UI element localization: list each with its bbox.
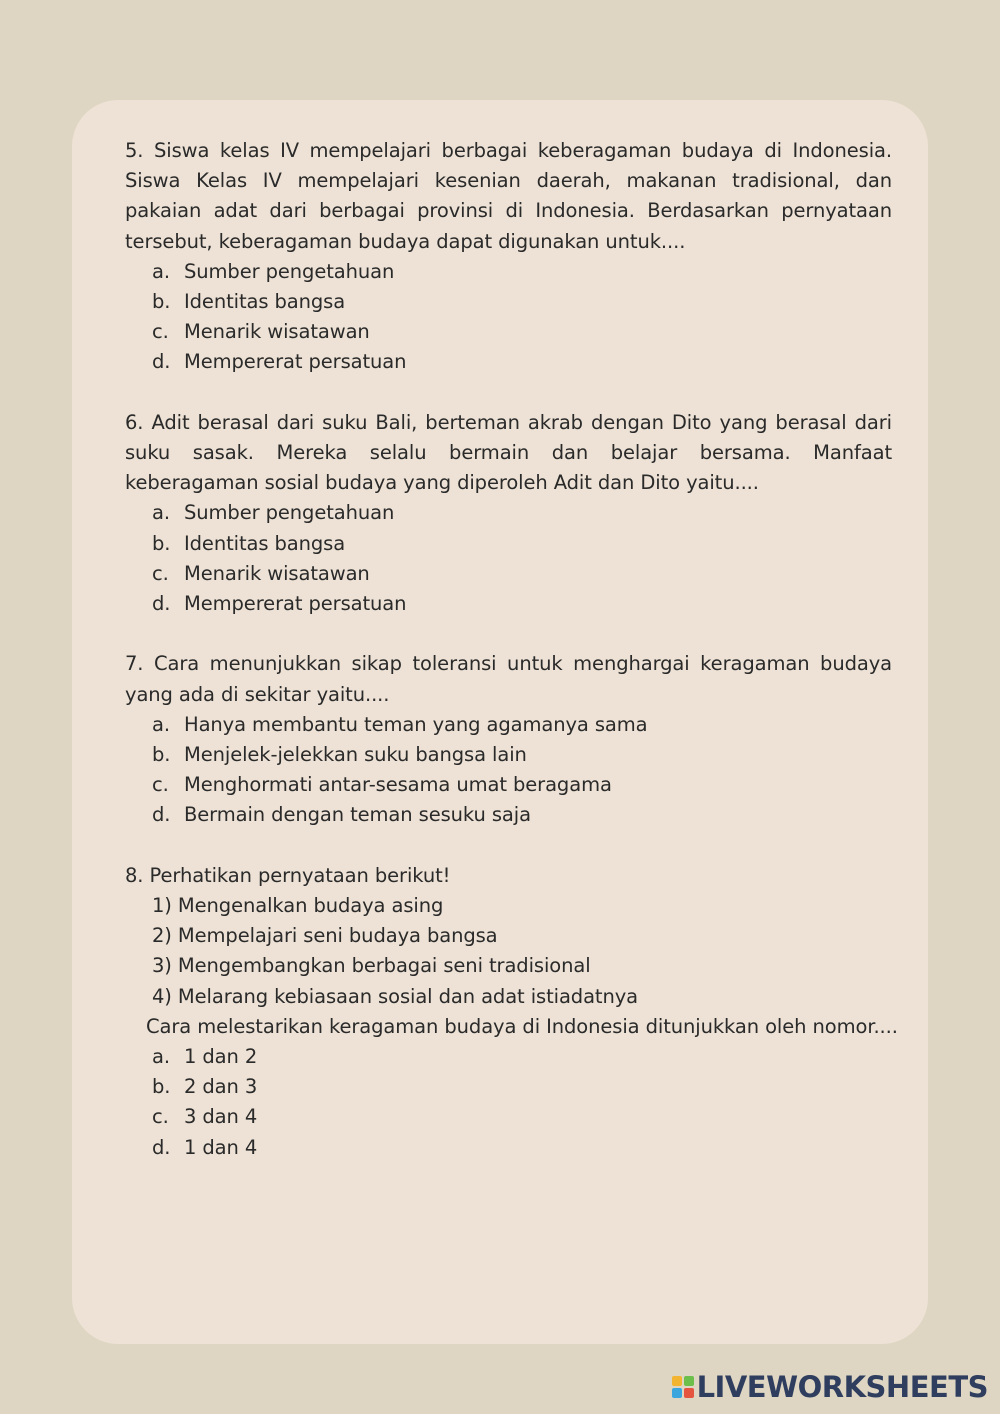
question-8 bbox=[125, 861, 898, 1163]
option-b[interactable] bbox=[152, 740, 892, 770]
option-text: Mempererat persatuan bbox=[184, 350, 407, 374]
option-a[interactable] bbox=[152, 257, 892, 287]
option-text: 2 dan 3 bbox=[184, 1075, 258, 1099]
statements-list bbox=[125, 891, 892, 1012]
option-text: Identitas bangsa bbox=[184, 531, 346, 555]
option-letter: b. bbox=[152, 531, 171, 555]
option-letter: c. bbox=[152, 1105, 169, 1129]
question-5 bbox=[125, 136, 892, 378]
option-text: Menjelek-jelekkan suku bangsa lain bbox=[184, 743, 527, 767]
worksheet-content bbox=[125, 136, 898, 1163]
option-b[interactable] bbox=[152, 1072, 892, 1102]
option-text: Menghormati antar-sesama umat beragama bbox=[184, 773, 612, 797]
spacer bbox=[125, 619, 892, 649]
option-text: 1 dan 2 bbox=[184, 1045, 258, 1069]
logo-text: LIVEWORKSHEETS bbox=[696, 1370, 988, 1404]
options-list bbox=[125, 257, 892, 378]
logo-square-1 bbox=[672, 1376, 682, 1386]
option-text: Sumber pengetahuan bbox=[184, 501, 395, 525]
option-b[interactable] bbox=[152, 287, 892, 317]
statement-4: 4) Melarang kebiasaan sosial dan adat istiadatnya bbox=[152, 984, 639, 1008]
option-c[interactable] bbox=[152, 1102, 892, 1132]
options-list bbox=[125, 498, 892, 619]
option-a[interactable] bbox=[152, 710, 892, 740]
option-text: 3 dan 4 bbox=[184, 1105, 258, 1129]
option-letter: a. bbox=[152, 501, 170, 525]
statement-2: 2) Mempelajari seni budaya bangsa bbox=[152, 924, 498, 948]
question-7 bbox=[125, 649, 892, 830]
question-text: 8. Perhatikan pernyataan berikut! bbox=[125, 863, 451, 887]
question-text: 7. Cara menunjukkan sikap toleransi untuk menghargai keragaman budaya yang ada di sekitar yaitu.... bbox=[125, 652, 892, 706]
option-letter: d. bbox=[152, 1135, 171, 1159]
option-letter: c. bbox=[152, 561, 169, 585]
options-list bbox=[125, 710, 892, 831]
question-6 bbox=[125, 408, 892, 619]
option-letter: d. bbox=[152, 592, 171, 616]
option-text: Hanya membantu teman yang agamanya sama bbox=[184, 712, 648, 736]
statement-3: 3) Mengembangkan berbagai seni tradisional bbox=[152, 954, 591, 978]
option-letter: a. bbox=[152, 1045, 170, 1069]
question-prompt: Cara melestarikan keragaman budaya di Indonesia ditunjukkan oleh nomor.... bbox=[146, 1014, 898, 1038]
option-text: Menarik wisatawan bbox=[184, 561, 370, 585]
option-letter: a. bbox=[152, 712, 170, 736]
option-letter: b. bbox=[152, 290, 171, 314]
option-letter: c. bbox=[152, 773, 169, 797]
option-text: Mempererat persatuan bbox=[184, 592, 407, 616]
logo-square-2 bbox=[684, 1376, 694, 1386]
liveworksheets-logo-icon bbox=[672, 1376, 694, 1398]
option-letter: b. bbox=[152, 1075, 171, 1099]
option-text: Identitas bangsa bbox=[184, 290, 346, 314]
option-letter: a. bbox=[152, 259, 170, 283]
option-d[interactable] bbox=[152, 800, 892, 830]
option-d[interactable] bbox=[152, 1133, 892, 1163]
liveworksheets-logo[interactable] bbox=[672, 1370, 988, 1404]
option-text: Bermain dengan teman sesuku saja bbox=[184, 803, 531, 827]
option-letter: d. bbox=[152, 803, 171, 827]
question-text: 5. Siswa kelas IV mempelajari berbagai keberagaman budaya di Indonesia. Siswa Kelas IV mempelajari kesenian daerah, makanan tradisional, dan pakaian adat dari berbagai provinsi di Indonesia. Berdasarkan pernyataan tersebut, keberagaman budaya dapat digunakan untuk.... bbox=[125, 139, 892, 253]
option-c[interactable] bbox=[152, 559, 892, 589]
option-letter: b. bbox=[152, 743, 171, 767]
logo-square-3 bbox=[672, 1388, 682, 1398]
option-d[interactable] bbox=[152, 589, 892, 619]
logo-square-4 bbox=[684, 1388, 694, 1398]
option-d[interactable] bbox=[152, 347, 892, 377]
question-text: 6. Adit berasal dari suku Bali, berteman akrab dengan Dito yang berasal dari suku sasak. Mereka selalu bermain dan belajar bersama. Manfaat keberagaman sosial budaya yang diperoleh Adit dan Dito yaitu.... bbox=[125, 410, 892, 495]
statement-1: 1) Mengenalkan budaya asing bbox=[152, 894, 444, 918]
option-letter: d. bbox=[152, 350, 171, 374]
option-letter: c. bbox=[152, 320, 169, 344]
option-a[interactable] bbox=[152, 498, 892, 528]
spacer bbox=[125, 831, 892, 861]
option-text: Menarik wisatawan bbox=[184, 320, 370, 344]
option-b[interactable] bbox=[152, 529, 892, 559]
option-text: 1 dan 4 bbox=[184, 1135, 258, 1159]
options-list bbox=[125, 1042, 892, 1163]
option-a[interactable] bbox=[152, 1042, 892, 1072]
option-c[interactable] bbox=[152, 317, 892, 347]
option-text: Sumber pengetahuan bbox=[184, 259, 395, 283]
spacer bbox=[125, 378, 892, 408]
option-c[interactable] bbox=[152, 770, 892, 800]
